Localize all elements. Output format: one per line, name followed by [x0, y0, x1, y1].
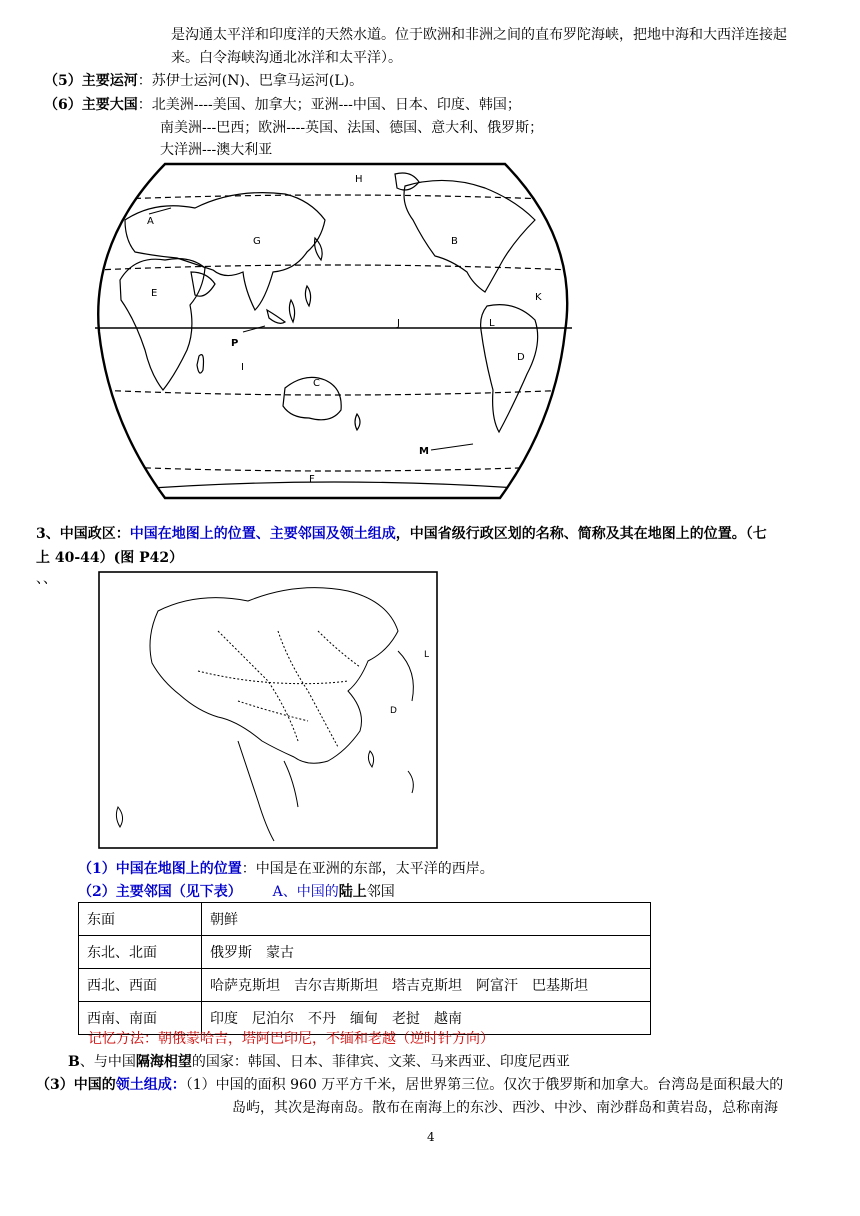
- intro-line-2: 来。白令海峡沟通北冰洋和太平洋）。: [171, 50, 402, 66]
- countries-label: （6）主要大国: [44, 97, 138, 113]
- countries-line-1: ：北美洲----美国、加拿大；亚洲---中国、日本、印度、韩国；: [137, 97, 521, 113]
- territory-line-2: 岛屿，其次是海南岛。散布在南海上的东沙、西沙、中沙、南沙群岛和黄岩岛，总称南海: [232, 1100, 778, 1116]
- neighbors-sub-suffix: 邻国: [366, 884, 395, 900]
- neighbors-label: （2）主要邻国（见下表）: [78, 884, 242, 900]
- memory-tip: 记忆方法：朝俄蒙哈吉，塔阿巴印尼，不缅和老越（逆时针方向）: [88, 1031, 494, 1047]
- table-row: [79, 936, 651, 969]
- country-name: 尼泊尔: [252, 1011, 294, 1027]
- world-label-p: P: [231, 338, 239, 349]
- table-row: [79, 903, 651, 936]
- section3-prefix: 3、中国政区：: [36, 526, 130, 542]
- countries-cell: [202, 903, 651, 936]
- world-label-h: H: [355, 174, 363, 185]
- position-row: [78, 858, 494, 878]
- world-label-g: G: [253, 236, 261, 247]
- section3-line-1: [36, 523, 767, 543]
- territory-label-c: ：: [171, 1077, 186, 1093]
- country-name: 越南: [434, 1011, 462, 1027]
- china-label-l: L: [424, 650, 430, 660]
- position-label: （1）中国在地图上的位置: [78, 861, 242, 877]
- section3-line-2: 上 40-44）(图 P42）: [36, 550, 184, 566]
- territory-line-1: （1）中国的面积 960 万平方千米，居世界第三位。仅次于俄罗斯和加拿大。台湾岛是面积最大的: [185, 1077, 784, 1093]
- country-name: 塔吉克斯坦: [392, 978, 462, 994]
- countries-row: [44, 94, 521, 114]
- page-number: 4: [427, 1130, 435, 1144]
- table-row: [79, 969, 651, 1002]
- country-name: 老挝: [392, 1011, 420, 1027]
- direction-cell: 西南、南面: [79, 1002, 202, 1035]
- sea-bold: 隔海相望: [135, 1054, 192, 1070]
- canals-text: ：苏伊士运河(N)、巴拿马运河(L)。: [137, 73, 364, 89]
- countries-cell: [202, 936, 651, 969]
- world-label-j: J: [397, 318, 400, 329]
- canals-row: [44, 70, 363, 90]
- country-name: 朝鲜: [210, 912, 238, 928]
- neighbors-sub-bold: 陆上: [338, 884, 367, 900]
- world-map: [95, 160, 572, 502]
- neighbors-table: [78, 902, 651, 1035]
- direction-cell: 西北、西面: [79, 969, 202, 1002]
- section3-suffix: ，中国省级行政区划的名称、简称及其在地图上的位置。（七: [395, 526, 767, 542]
- intro-line-1: 是沟通太平洋和印度洋的天然水道。位于欧洲和非洲之间的直布罗陀海峡，把地中海和大西洋连接起: [171, 27, 787, 43]
- direction-cell: 东北、北面: [79, 936, 202, 969]
- territory-label-a: （3）中国的: [36, 1077, 116, 1093]
- country-name: 吉尔吉斯斯坦: [294, 978, 378, 994]
- sea-prefix: B: [68, 1054, 80, 1070]
- country-name: 哈萨克斯坦: [210, 978, 280, 994]
- countries-line-2: 南美洲---巴西；欧洲----英国、法国、德国、意大利、俄罗斯；: [160, 120, 544, 136]
- world-label-b: B: [451, 236, 458, 247]
- canals-label: （5）主要运河: [44, 73, 138, 89]
- world-label-a: A: [147, 216, 154, 227]
- world-label-l: L: [489, 318, 495, 329]
- country-name: 缅甸: [350, 1011, 378, 1027]
- china-label-d: D: [390, 706, 397, 716]
- world-label-i: I: [241, 362, 244, 373]
- country-name: 印度: [210, 1011, 238, 1027]
- sea-neighbors-row: [68, 1051, 570, 1071]
- world-label-e: E: [151, 288, 158, 299]
- section3-marks: 、、: [36, 571, 57, 587]
- country-name: 蒙古: [266, 945, 294, 961]
- world-label-c: C: [313, 378, 320, 389]
- sea-mid: 、与中国: [79, 1054, 136, 1070]
- country-name: 巴基斯坦: [532, 978, 588, 994]
- sea-suffix: 的国家：韩国、日本、菲律宾、文莱、马来西亚、印度尼西亚: [191, 1054, 570, 1070]
- world-label-m: M: [419, 446, 429, 457]
- neighbors-sub-prefix: A、中国的: [272, 884, 339, 900]
- world-label-d: D: [517, 352, 525, 363]
- country-name: 俄罗斯: [210, 945, 252, 961]
- world-label-k: K: [535, 292, 542, 303]
- territory-row: [36, 1074, 783, 1094]
- countries-line-3: 大洋洲---澳大利亚: [160, 142, 273, 158]
- section3-highlight: 中国在地图上的位置、主要邻国及领土组成: [129, 526, 396, 542]
- position-text: ：中国是在亚洲的东部，太平洋的西岸。: [241, 861, 494, 877]
- country-name: 不丹: [308, 1011, 336, 1027]
- country-name: 阿富汗: [476, 978, 518, 994]
- territory-label-b: 领土组成: [115, 1077, 172, 1093]
- china-map: [98, 571, 438, 849]
- countries-cell: [202, 969, 651, 1002]
- neighbors-row: [78, 881, 395, 901]
- direction-cell: 东面: [79, 903, 202, 936]
- world-label-f: F: [309, 474, 315, 485]
